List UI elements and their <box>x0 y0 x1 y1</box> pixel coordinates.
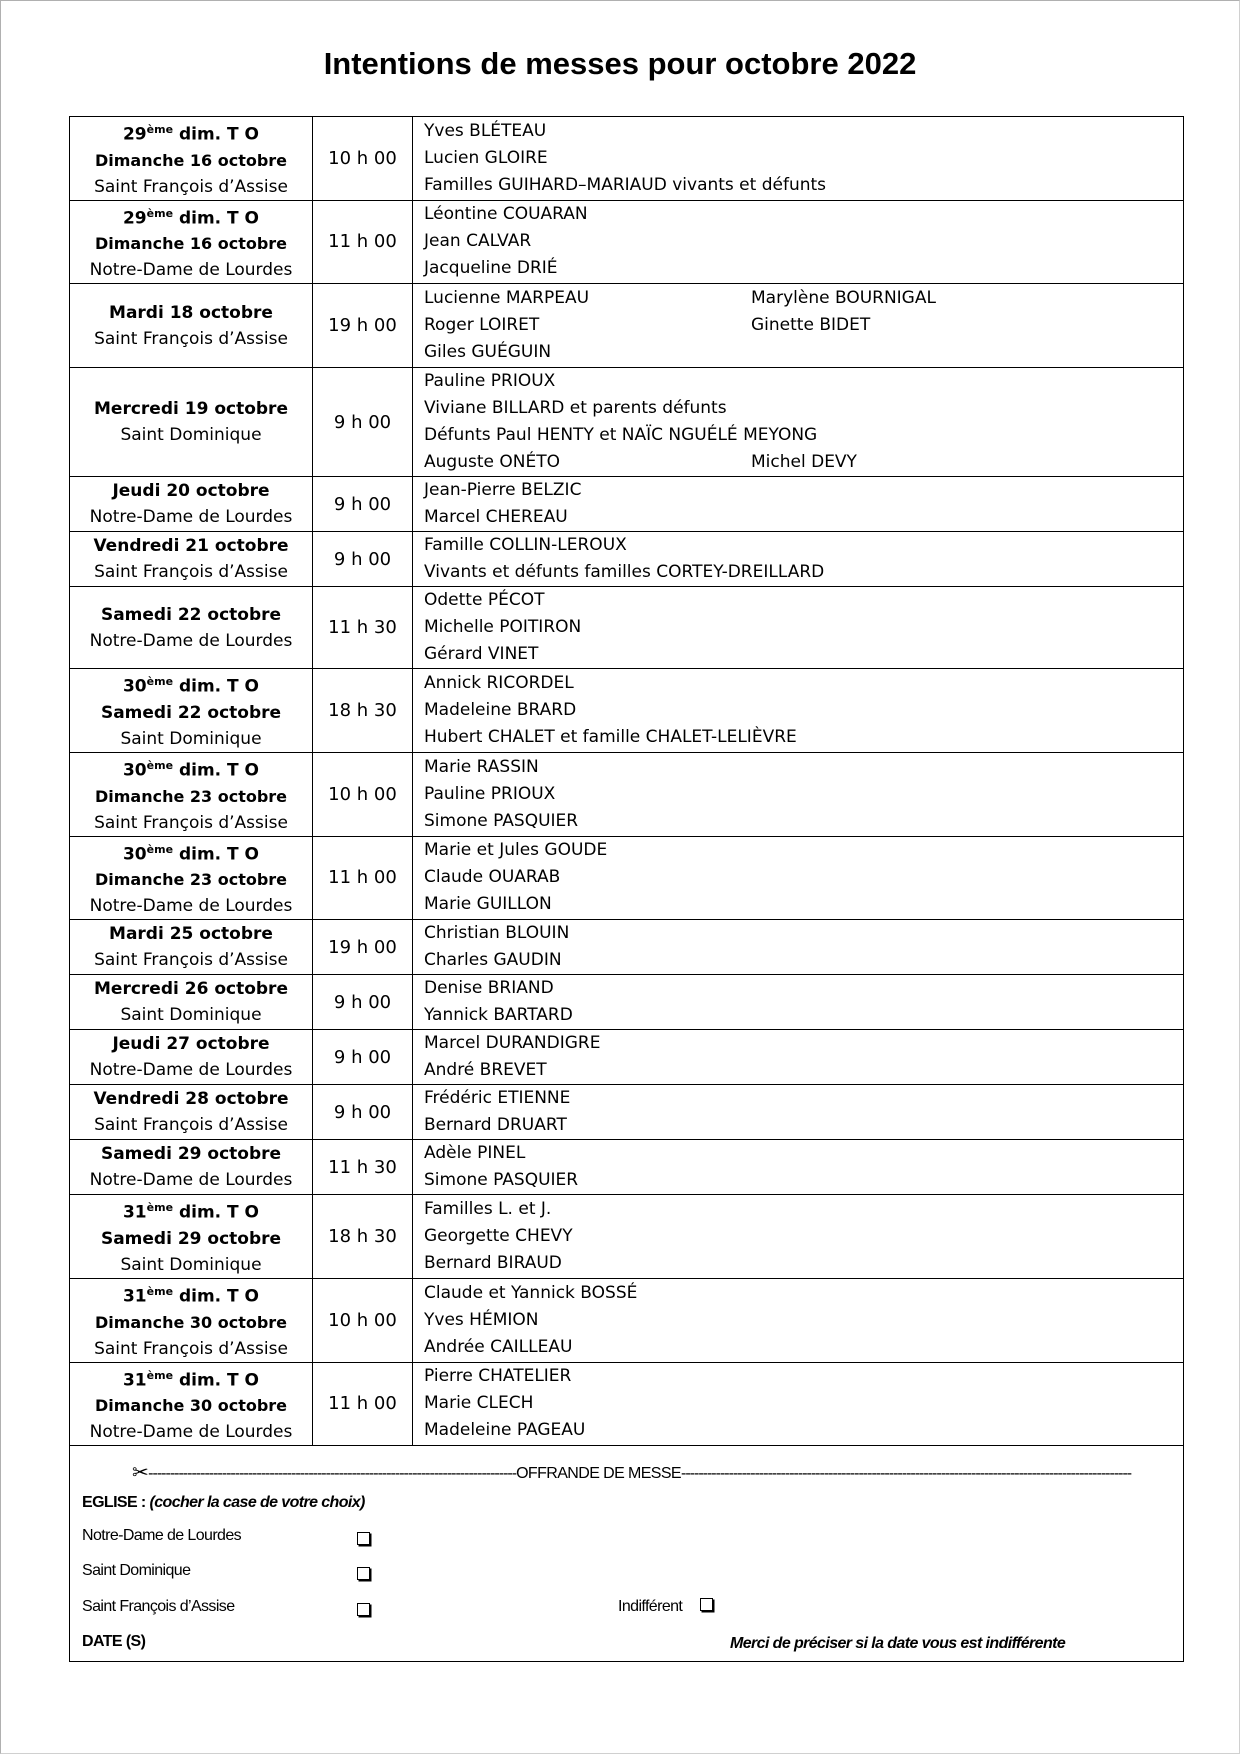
intention-name: Marylène BOURNIGAL <box>751 288 936 309</box>
intention-name: Yannick BARTARD <box>424 1005 573 1026</box>
mass-time: 11 h 00 <box>313 836 413 920</box>
mass-date: Jeudi 20 octobre <box>112 481 270 502</box>
mass-time: 9 h 00 <box>313 975 413 1030</box>
intentions-cell <box>413 920 1184 975</box>
schedule-row <box>70 1362 1184 1446</box>
intention-name: Jacqueline DRIÉ <box>424 258 558 279</box>
schedule-row <box>70 752 1184 836</box>
intention-name: Adèle PINEL <box>424 1143 526 1164</box>
day-cell <box>70 1140 313 1195</box>
schedule-row <box>70 1085 1184 1140</box>
day-cell <box>70 1278 313 1362</box>
intention-name: Claude OUARAB <box>424 867 561 888</box>
intention-name: Bernard DRUART <box>424 1115 567 1136</box>
intention-name: Madeleine BRARD <box>424 700 577 721</box>
intention-name: Pauline PRIOUX <box>424 783 556 804</box>
mass-time: 11 h 00 <box>313 1362 413 1446</box>
intention-name: Andrée CAILLEAU <box>424 1336 573 1357</box>
intention-line <box>424 312 1183 339</box>
intentions-cell <box>413 975 1184 1030</box>
day-cell <box>70 752 313 836</box>
day-cell <box>70 477 313 532</box>
intentions-cell <box>413 477 1184 532</box>
option-saint-dominique <box>82 1562 190 1580</box>
church-location: Saint François d’Assise <box>94 950 288 971</box>
intention-name: Léontine COUARAN <box>424 204 588 225</box>
church-location: Saint Dominique <box>120 1005 262 1026</box>
checkbox-saint-francois[interactable] <box>357 1603 370 1616</box>
intention-name: Marcel DURANDIGRE <box>424 1033 601 1054</box>
mass-date: Dimanche 16 octobre <box>94 234 288 254</box>
schedule-row <box>70 836 1184 920</box>
intention-name: Simone PASQUIER <box>424 810 579 831</box>
intention-name: Pierre CHATELIER <box>424 1366 572 1387</box>
schedule-row <box>70 669 1184 753</box>
day-cell <box>70 1030 313 1085</box>
intentions-cell <box>413 1030 1184 1085</box>
mass-time: 9 h 00 <box>313 368 413 477</box>
schedule-row <box>70 532 1184 587</box>
indifferent-label: Indifférent <box>618 1598 683 1615</box>
mass-date: Dimanche 30 octobre <box>94 1312 288 1332</box>
intention-name: Familles GUIHARD–MARIAUD vivants et défunts <box>424 174 827 195</box>
intention-name: Michel DEVY <box>751 452 857 473</box>
church-location: Saint Dominique <box>120 1254 262 1275</box>
intention-name: Christian BLOUIN <box>424 923 570 944</box>
intentions-cell <box>413 200 1184 284</box>
mass-date: Samedi 29 octobre <box>100 1144 282 1165</box>
mass-date: Jeudi 27 octobre <box>112 1034 270 1055</box>
intention-name: Marie GUILLON <box>424 894 552 915</box>
intention-name: Famille COLLIN-LEROUX <box>424 535 627 556</box>
mass-time: 9 h 00 <box>313 532 413 587</box>
option-indifferent <box>618 1598 713 1616</box>
church-location: Saint François d’Assise <box>94 1115 288 1136</box>
church-location: Saint François d’Assise <box>94 328 288 349</box>
mass-time: 10 h 00 <box>313 117 413 201</box>
day-cell <box>70 1085 313 1140</box>
mass-time: 18 h 30 <box>313 669 413 753</box>
church-location: Notre-Dame de Lourdes <box>89 507 293 528</box>
intention-name: Pauline PRIOUX <box>424 371 556 392</box>
intention-name: Annick RICORDEL <box>424 673 574 694</box>
intention-name: Ginette BIDET <box>751 315 871 336</box>
mass-time: 11 h 00 <box>313 200 413 284</box>
intention-name: Bernard BIRAUD <box>424 1253 562 1274</box>
liturgical-occasion: 29ème dim. T O <box>122 123 260 145</box>
intentions-cell <box>413 117 1184 201</box>
intention-line <box>424 285 1183 312</box>
intentions-cell <box>413 587 1184 669</box>
checkbox-saint-dominique[interactable] <box>357 1567 370 1580</box>
intention-name: Charles GAUDIN <box>424 950 562 971</box>
mass-time: 19 h 00 <box>313 284 413 368</box>
mass-time: 9 h 00 <box>313 477 413 532</box>
liturgical-occasion: 30ème dim. T O <box>122 758 260 781</box>
intention-name: Frédéric ETIENNE <box>424 1088 571 1109</box>
day-cell <box>70 284 313 368</box>
intentions-cell <box>413 1195 1184 1279</box>
intention-name: Roger LOIRET <box>424 315 540 336</box>
mass-time: 19 h 00 <box>313 920 413 975</box>
schedule-row <box>70 477 1184 532</box>
mass-date: Mercredi 19 octobre <box>94 399 288 420</box>
intentions-cell <box>413 1085 1184 1140</box>
intention-name: Défunts Paul HENTY et NAÏC NGUÉLÉ MEYONG <box>424 425 818 446</box>
cut-dashes-right: -------------------------------------------------------------------------------------------------------- <box>681 1465 1132 1482</box>
day-cell <box>70 975 313 1030</box>
mass-date: Mardi 18 octobre <box>109 302 273 323</box>
option-label: Saint François d’Assise <box>82 1598 235 1615</box>
mass-date: Samedi 22 octobre <box>100 702 282 723</box>
intention-name: Viviane BILLARD et parents défunts <box>424 398 727 419</box>
mass-schedule-table <box>69 116 1184 1446</box>
mass-date: Dimanche 23 octobre <box>94 870 288 890</box>
church-location: Saint François d’Assise <box>94 812 288 833</box>
intention-name: Lucien GLOIRE <box>424 147 548 168</box>
day-cell <box>70 836 313 920</box>
schedule-body <box>70 117 1184 1446</box>
checkbox-indifferent[interactable] <box>700 1598 713 1611</box>
intention-name: Familles L. et J. <box>424 1199 552 1220</box>
cut-line <box>132 1459 1192 1484</box>
schedule-row <box>70 1030 1184 1085</box>
intention-name: Vivants et défunts familles CORTEY-DREILLARD <box>424 562 825 583</box>
day-cell <box>70 669 313 753</box>
cut-dashes-left: ------------------------------------------------------------------------------------- <box>148 1465 517 1482</box>
intention-name: Claude et Yannick BOSSÉ <box>424 1282 638 1303</box>
church-location: Notre-Dame de Lourdes <box>89 260 293 281</box>
mass-time: 10 h 00 <box>313 1278 413 1362</box>
scissors-icon: ✂ <box>132 1462 149 1484</box>
church-location: Notre-Dame de Lourdes <box>89 630 293 651</box>
schedule-row <box>70 200 1184 284</box>
mass-time: 9 h 00 <box>313 1085 413 1140</box>
intention-name: Marie CLECH <box>424 1393 534 1414</box>
intentions-cell <box>413 836 1184 920</box>
intention-name: Simone PASQUIER <box>424 1170 579 1191</box>
schedule-row <box>70 975 1184 1030</box>
church-location: Saint Dominique <box>120 425 262 446</box>
option-notre-dame <box>82 1527 241 1545</box>
church-location: Saint François d’Assise <box>94 176 288 197</box>
schedule-row <box>70 284 1184 368</box>
liturgical-occasion: 31ème dim. T O <box>122 1368 260 1391</box>
intention-name: Madeleine PAGEAU <box>424 1420 586 1441</box>
mass-date: Mercredi 26 octobre <box>94 979 288 1000</box>
mass-time: 10 h 00 <box>313 752 413 836</box>
mass-date: Dimanche 16 octobre <box>94 150 288 170</box>
mass-date: Samedi 29 octobre <box>100 1228 282 1249</box>
day-cell <box>70 920 313 975</box>
page-title: Intentions de messes pour octobre 2022 <box>323 46 917 81</box>
eglise-heading <box>82 1494 365 1512</box>
mass-date: Vendredi 28 octobre <box>93 1089 289 1110</box>
day-cell <box>70 532 313 587</box>
mass-time: 11 h 30 <box>313 587 413 669</box>
intentions-cell <box>413 368 1184 477</box>
intentions-cell <box>413 669 1184 753</box>
day-cell <box>70 587 313 669</box>
intentions-cell <box>413 1362 1184 1446</box>
mass-time: 18 h 30 <box>313 1195 413 1279</box>
intentions-cell <box>413 1140 1184 1195</box>
mass-date: Dimanche 30 octobre <box>94 1396 288 1416</box>
intentions-cell <box>413 1278 1184 1362</box>
church-location: Saint François d’Assise <box>94 562 288 583</box>
day-cell <box>70 200 313 284</box>
offering-form <box>69 1445 1184 1662</box>
mass-date: Vendredi 21 octobre <box>93 536 289 557</box>
schedule-row <box>70 117 1184 201</box>
liturgical-occasion: 30ème dim. T O <box>122 675 260 697</box>
liturgical-occasion: 31ème dim. T O <box>122 1201 260 1223</box>
intention-name: Auguste ONÉTO <box>424 452 560 473</box>
eglise-hint: (cocher la case de votre choix) <box>149 1494 365 1511</box>
day-cell <box>70 1195 313 1279</box>
schedule-row <box>70 1278 1184 1362</box>
intention-name: Jean CALVAR <box>424 231 532 252</box>
intention-name: Denise BRIAND <box>424 978 554 999</box>
intention-line <box>424 449 1183 476</box>
intention-name: Marcel CHEREAU <box>424 507 568 528</box>
church-location: Notre-Dame de Lourdes <box>89 1422 293 1443</box>
intention-name: Lucienne MARPEAU <box>424 288 590 309</box>
schedule-row <box>70 1195 1184 1279</box>
liturgical-occasion: 31ème dim. T O <box>122 1284 260 1307</box>
intention-name: Yves BLÉTEAU <box>424 120 547 141</box>
intention-name: Giles GUÉGUIN <box>424 342 552 363</box>
option-label: Notre-Dame de Lourdes <box>82 1527 242 1544</box>
intention-name: Odette PÉCOT <box>424 590 545 611</box>
option-label: Saint Dominique <box>82 1562 191 1579</box>
liturgical-occasion: 30ème dim. T O <box>122 842 260 865</box>
liturgical-occasion: 29ème dim. T O <box>122 206 260 229</box>
date-label: DATE (S) <box>82 1633 146 1650</box>
intentions-cell <box>413 284 1184 368</box>
schedule-row <box>70 587 1184 669</box>
church-location: Saint François d’Assise <box>94 1338 288 1359</box>
intention-name: André BREVET <box>424 1060 547 1081</box>
church-location: Notre-Dame de Lourdes <box>89 1060 293 1081</box>
offering-label: OFFRANDE DE MESSE <box>516 1465 681 1482</box>
intentions-cell <box>413 532 1184 587</box>
mass-time: 11 h 30 <box>313 1140 413 1195</box>
intention-name: Marie et Jules GOUDE <box>424 840 608 861</box>
day-cell <box>70 368 313 477</box>
church-location: Notre-Dame de Lourdes <box>89 1170 293 1191</box>
intention-name: Georgette CHEVY <box>424 1226 573 1247</box>
church-location: Saint Dominique <box>120 728 262 749</box>
intention-name: Hubert CHALET et famille CHALET-LELIÈVRE <box>424 727 797 748</box>
schedule-row <box>70 1140 1184 1195</box>
mass-date: Mardi 25 octobre <box>109 924 273 945</box>
mass-time: 9 h 00 <box>313 1030 413 1085</box>
checkbox-notre-dame[interactable] <box>357 1532 370 1545</box>
mass-date: Dimanche 23 octobre <box>94 786 288 806</box>
intention-name: Jean-Pierre BELZIC <box>424 480 582 501</box>
schedule-row <box>70 920 1184 975</box>
church-location: Notre-Dame de Lourdes <box>89 896 293 917</box>
eglise-label: EGLISE : <box>82 1494 150 1511</box>
day-cell <box>70 117 313 201</box>
intention-name: Michelle POITIRON <box>424 617 582 638</box>
intention-name: Yves HÉMION <box>424 1309 539 1330</box>
intention-name: Gérard VINET <box>424 644 539 665</box>
intentions-cell <box>413 752 1184 836</box>
schedule-row <box>70 368 1184 477</box>
date-note: Merci de préciser si la date vous est indifférente <box>730 1635 1066 1652</box>
option-saint-francois <box>82 1598 235 1616</box>
mass-date: Samedi 22 octobre <box>100 604 282 625</box>
day-cell <box>70 1362 313 1446</box>
intention-name: Marie RASSIN <box>424 756 539 777</box>
